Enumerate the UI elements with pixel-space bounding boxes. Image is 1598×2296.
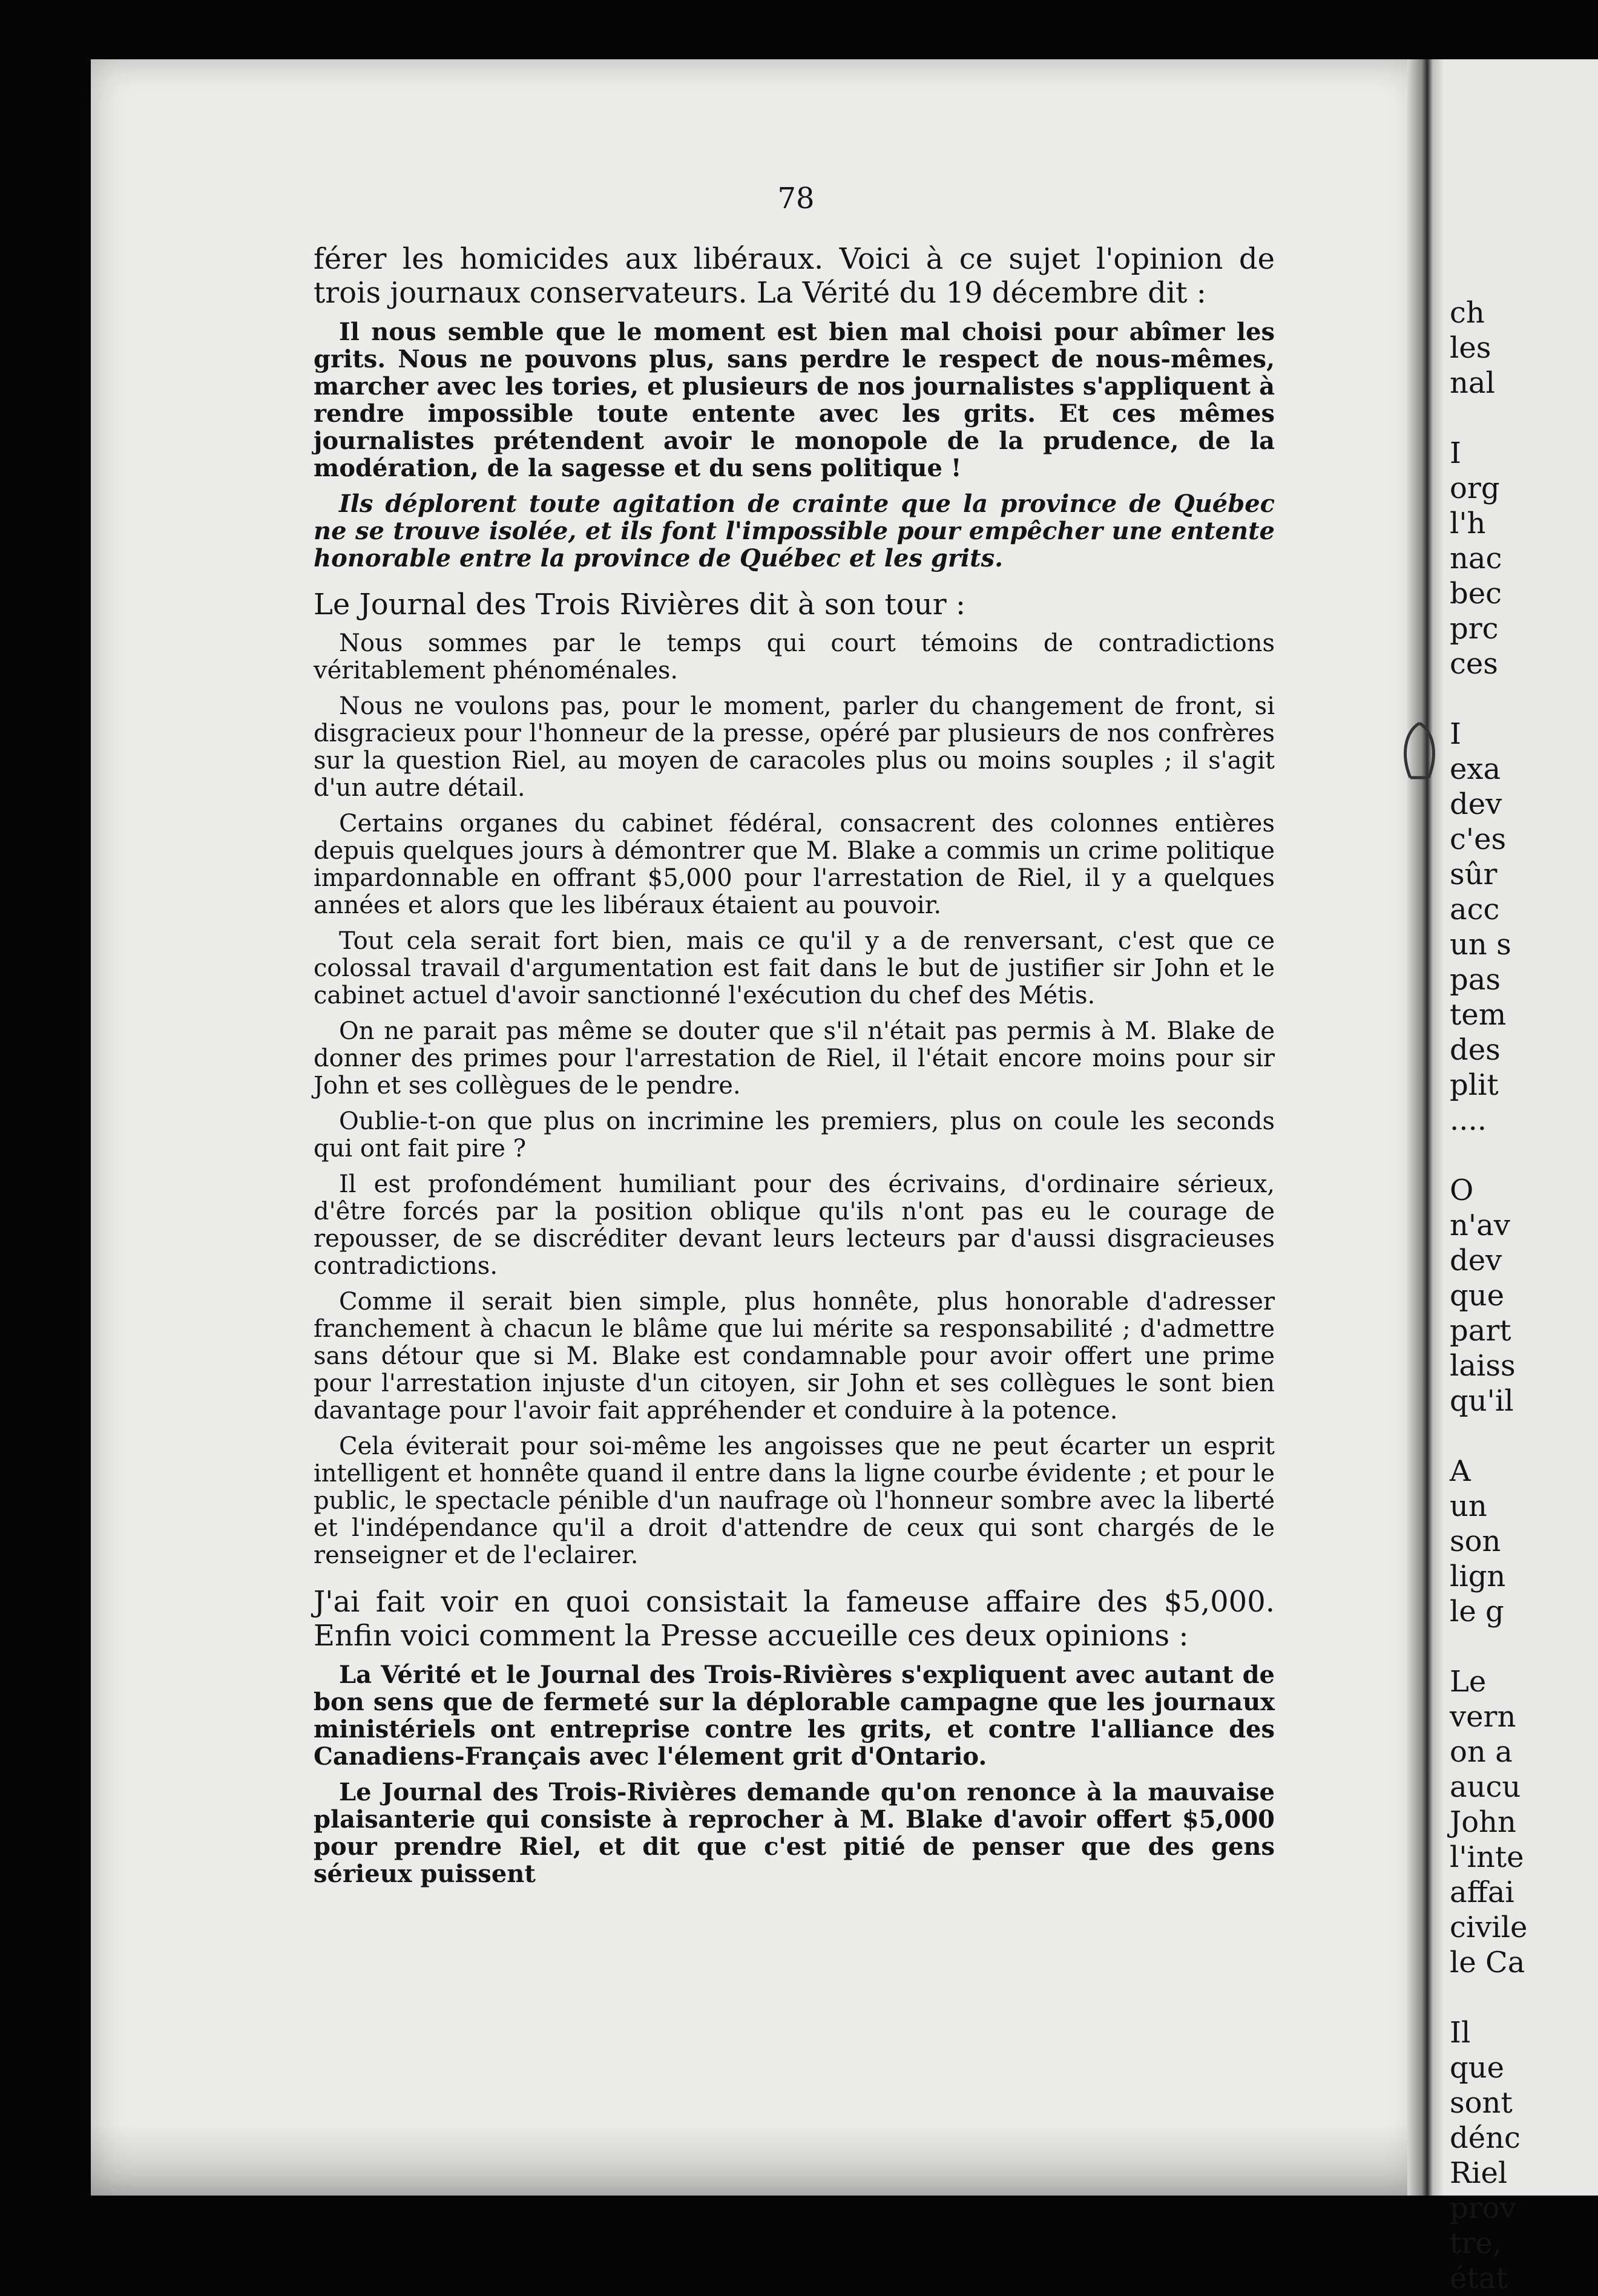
right-fragment: tre, bbox=[1450, 2226, 1502, 2260]
right-fragment: un bbox=[1450, 1489, 1487, 1523]
right-fragment: A bbox=[1450, 1454, 1471, 1488]
paragraph-p14: J'ai fait voir en quoi consistait la fameuse affaire des $5,000. Enfin voici comment la Presse accueille ces deux opinions : bbox=[314, 1585, 1275, 1653]
paragraph-p8: Tout cela serait fort bien, mais ce qu'il y a de renversant, c'est que ce colossal travail d'argumentation est fait dans le but de justifier sir John et le cabinet actuel d'avoir sanctionné l'exécution du chef des Métis. bbox=[314, 927, 1275, 1009]
paragraph-p7: Certains organes du cabinet fédéral, consacrent des colonnes entières depuis quelques jours à démontrer que M. Blake a commis un crime politique impardonnable en offrant $5,000 pour l'arrestation de Riel, il y a quelques années et alors que les libéraux étaient au pouvoir. bbox=[314, 810, 1275, 919]
right-fragment: .... bbox=[1450, 1103, 1487, 1137]
right-fragment: dev bbox=[1450, 787, 1502, 821]
right-fragment: acc bbox=[1450, 893, 1500, 927]
paragraph-p5: Nous sommes par le temps qui court témoins de contradictions véritablement phénoménales. bbox=[314, 629, 1275, 684]
right-fragment: prov bbox=[1450, 2191, 1516, 2225]
right-fragment: part bbox=[1450, 1314, 1511, 1348]
paragraph-p4: Le Journal des Trois Rivières dit à son tour : bbox=[314, 588, 966, 622]
right-fragment: org bbox=[1450, 471, 1500, 505]
right-fragment: vern bbox=[1450, 1700, 1516, 1734]
paragraph-p11: Il est profondément humiliant pour des écrivains, d'ordinaire sérieux, d'être forcés par la position oblique qu'ils n'ont pas eu le courage de repousser, de se discréditer devant leurs lecteurs par d'aussi disgracieuses contradictions. bbox=[314, 1170, 1275, 1280]
right-fragment: nal bbox=[1450, 366, 1495, 400]
right-fragment: prc bbox=[1450, 612, 1499, 646]
right-fragment: I bbox=[1450, 717, 1461, 751]
right-fragment: des bbox=[1450, 1033, 1501, 1067]
right-fragment: l'h bbox=[1450, 507, 1486, 540]
paragraph-p13: Cela éviterait pour soi-même les angoisses que ne peut écarter un esprit intelligent et honnête quand il entre dans la ligne courbe évidente ; et pour le public, le spectacle pénible d'un naufrage où l'honneur sombre avec la liberté et l'indépendance qu'il a droit d'attendre de ceux qui sont chargés de le renseigner et de l'eclairer. bbox=[314, 1432, 1275, 1569]
right-fragment: plit bbox=[1450, 1068, 1499, 1102]
right-fragment: aucu bbox=[1450, 1770, 1521, 1804]
right-fragment: affai bbox=[1450, 1875, 1514, 1909]
right-fragment: tem bbox=[1450, 998, 1507, 1032]
right-fragment: ces bbox=[1450, 647, 1498, 681]
right-fragment: l'inte bbox=[1450, 1840, 1524, 1874]
right-fragment: civile bbox=[1450, 1911, 1528, 1944]
right-fragment: on a bbox=[1450, 1735, 1513, 1769]
right-fragment bbox=[1450, 1138, 1527, 1173]
paragraph-p1: férer les homicides aux libéraux. Voici à ce sujet l'opinion de trois journaux conservateurs. La Vérité du 19 décembre dit : bbox=[314, 242, 1275, 310]
right-fragment: exa bbox=[1450, 752, 1501, 786]
right-fragment: qu'il bbox=[1450, 1384, 1514, 1418]
right-fragment: état bbox=[1450, 2262, 1508, 2295]
right-fragment: dénc bbox=[1450, 2121, 1521, 2155]
paragraph-p2: Il nous semble que le moment est bien mal choisi pour abîmer les grits. Nous ne pouvons plus, sans perdre le respect de nous-mêmes, marcher avec les tories, et plusieurs de nos journalistes s'appliquent à rendre impossible toute entente avec les grits. Et ces mêmes journalistes prétendent avoir le monopole de la prudence, de la modération, de la sagesse et du sens politique ! bbox=[314, 318, 1275, 482]
right-fragment: le Ca bbox=[1450, 1946, 1525, 1979]
paragraph-p15: La Vérité et le Journal des Trois-Rivières s'expliquent avec autant de bon sens que de fermeté sur la déplorable campagne que les journaux ministériels ont entreprise contre les grits, et contre l'alliance des Canadiens-Français avec l'élement grit d'Ontario. bbox=[314, 1661, 1275, 1771]
right-fragment: Le bbox=[1450, 1665, 1487, 1699]
right-fragment: pas bbox=[1450, 963, 1501, 997]
right-fragment: Il bbox=[1450, 2016, 1471, 2050]
right-fragment bbox=[1450, 1419, 1527, 1454]
right-page bbox=[1444, 59, 1598, 2295]
right-fragment bbox=[1450, 401, 1527, 436]
paragraph-p9: On ne parait pas même se douter que s'il n'était pas permis à M. Blake de donner des primes pour l'arrestation de Riel, il l'était encore moins pour sir John et ses collègues de le pendre. bbox=[314, 1017, 1275, 1100]
right-fragment: nac bbox=[1450, 542, 1502, 576]
right-fragment: John bbox=[1450, 1805, 1516, 1839]
right-fragment: son bbox=[1450, 1524, 1501, 1558]
right-fragment: les bbox=[1450, 331, 1491, 365]
right-fragment: sont bbox=[1450, 2086, 1513, 2120]
paragraph-p16: Le Journal des Trois-Rivières demande qu'on renonce à la mauvaise plaisanterie qui consiste à reprocher à M. Blake d'avoir offert $5,000 pour prendre Riel, et dit que c'est pitié de penser que des gens sérieux puissent bbox=[314, 1778, 1275, 1888]
right-fragment: laiss bbox=[1450, 1349, 1516, 1383]
right-fragment: le g bbox=[1450, 1595, 1504, 1629]
page-number: 78 bbox=[777, 182, 815, 215]
right-fragment: c'es bbox=[1450, 822, 1507, 856]
right-page-text-fragments bbox=[1450, 295, 1527, 2296]
right-fragment: sûr bbox=[1450, 858, 1498, 891]
right-fragment: bec bbox=[1450, 577, 1502, 611]
book-gutter bbox=[1407, 59, 1444, 2196]
right-fragment: O bbox=[1450, 1173, 1474, 1207]
right-fragment: I bbox=[1450, 436, 1461, 470]
right-fragment bbox=[1450, 681, 1527, 717]
right-fragment: dev bbox=[1450, 1244, 1502, 1278]
right-fragment: un s bbox=[1450, 928, 1511, 962]
right-fragment: que bbox=[1450, 1279, 1505, 1313]
right-fragment: que bbox=[1450, 2051, 1505, 2085]
right-fragment: Riel bbox=[1450, 2156, 1508, 2190]
right-fragment: n'av bbox=[1450, 1209, 1510, 1242]
paragraph-p12: Comme il serait bien simple, plus honnête, plus honorable d'adresser franchement à chacun le blâme que lui mérite sa responsabilité ; d'admettre sans détour que si M. Blake est condamnable pour avoir offert une prime pour l'arrestation injuste d'un citoyen, sir John et ses collègues le sont bien davantage pour l'avoir fait appréhender et conduire à la potence. bbox=[314, 1288, 1275, 1425]
paragraph-p3: Ils déplorent toute agitation de crainte que la province de Québec ne se trouve isolée, et ils font l'impossible pour empêcher une entente honorable entre la province de Québec et les grits. bbox=[314, 490, 1275, 572]
page-text bbox=[314, 242, 1275, 1888]
right-fragment bbox=[1450, 1980, 1527, 2015]
right-fragment bbox=[1450, 1629, 1527, 1664]
paragraph-p10: Oublie-t-on que plus on incrimine les premiers, plus on coule les seconds qui ont fait pire ? bbox=[314, 1107, 1275, 1163]
right-fragment: lign bbox=[1450, 1560, 1506, 1593]
binding-clip-icon bbox=[1398, 720, 1441, 787]
right-fragment: ch bbox=[1450, 296, 1485, 330]
paragraph-p6: Nous ne voulons pas, pour le moment, parler du changement de front, si disgracieux pour l'honneur de la presse, opéré par plusieurs de nos confrères sur la question Riel, au moyen de caracoles plus ou moins souples ; il s'agit d'un autre détail. bbox=[314, 692, 1275, 802]
